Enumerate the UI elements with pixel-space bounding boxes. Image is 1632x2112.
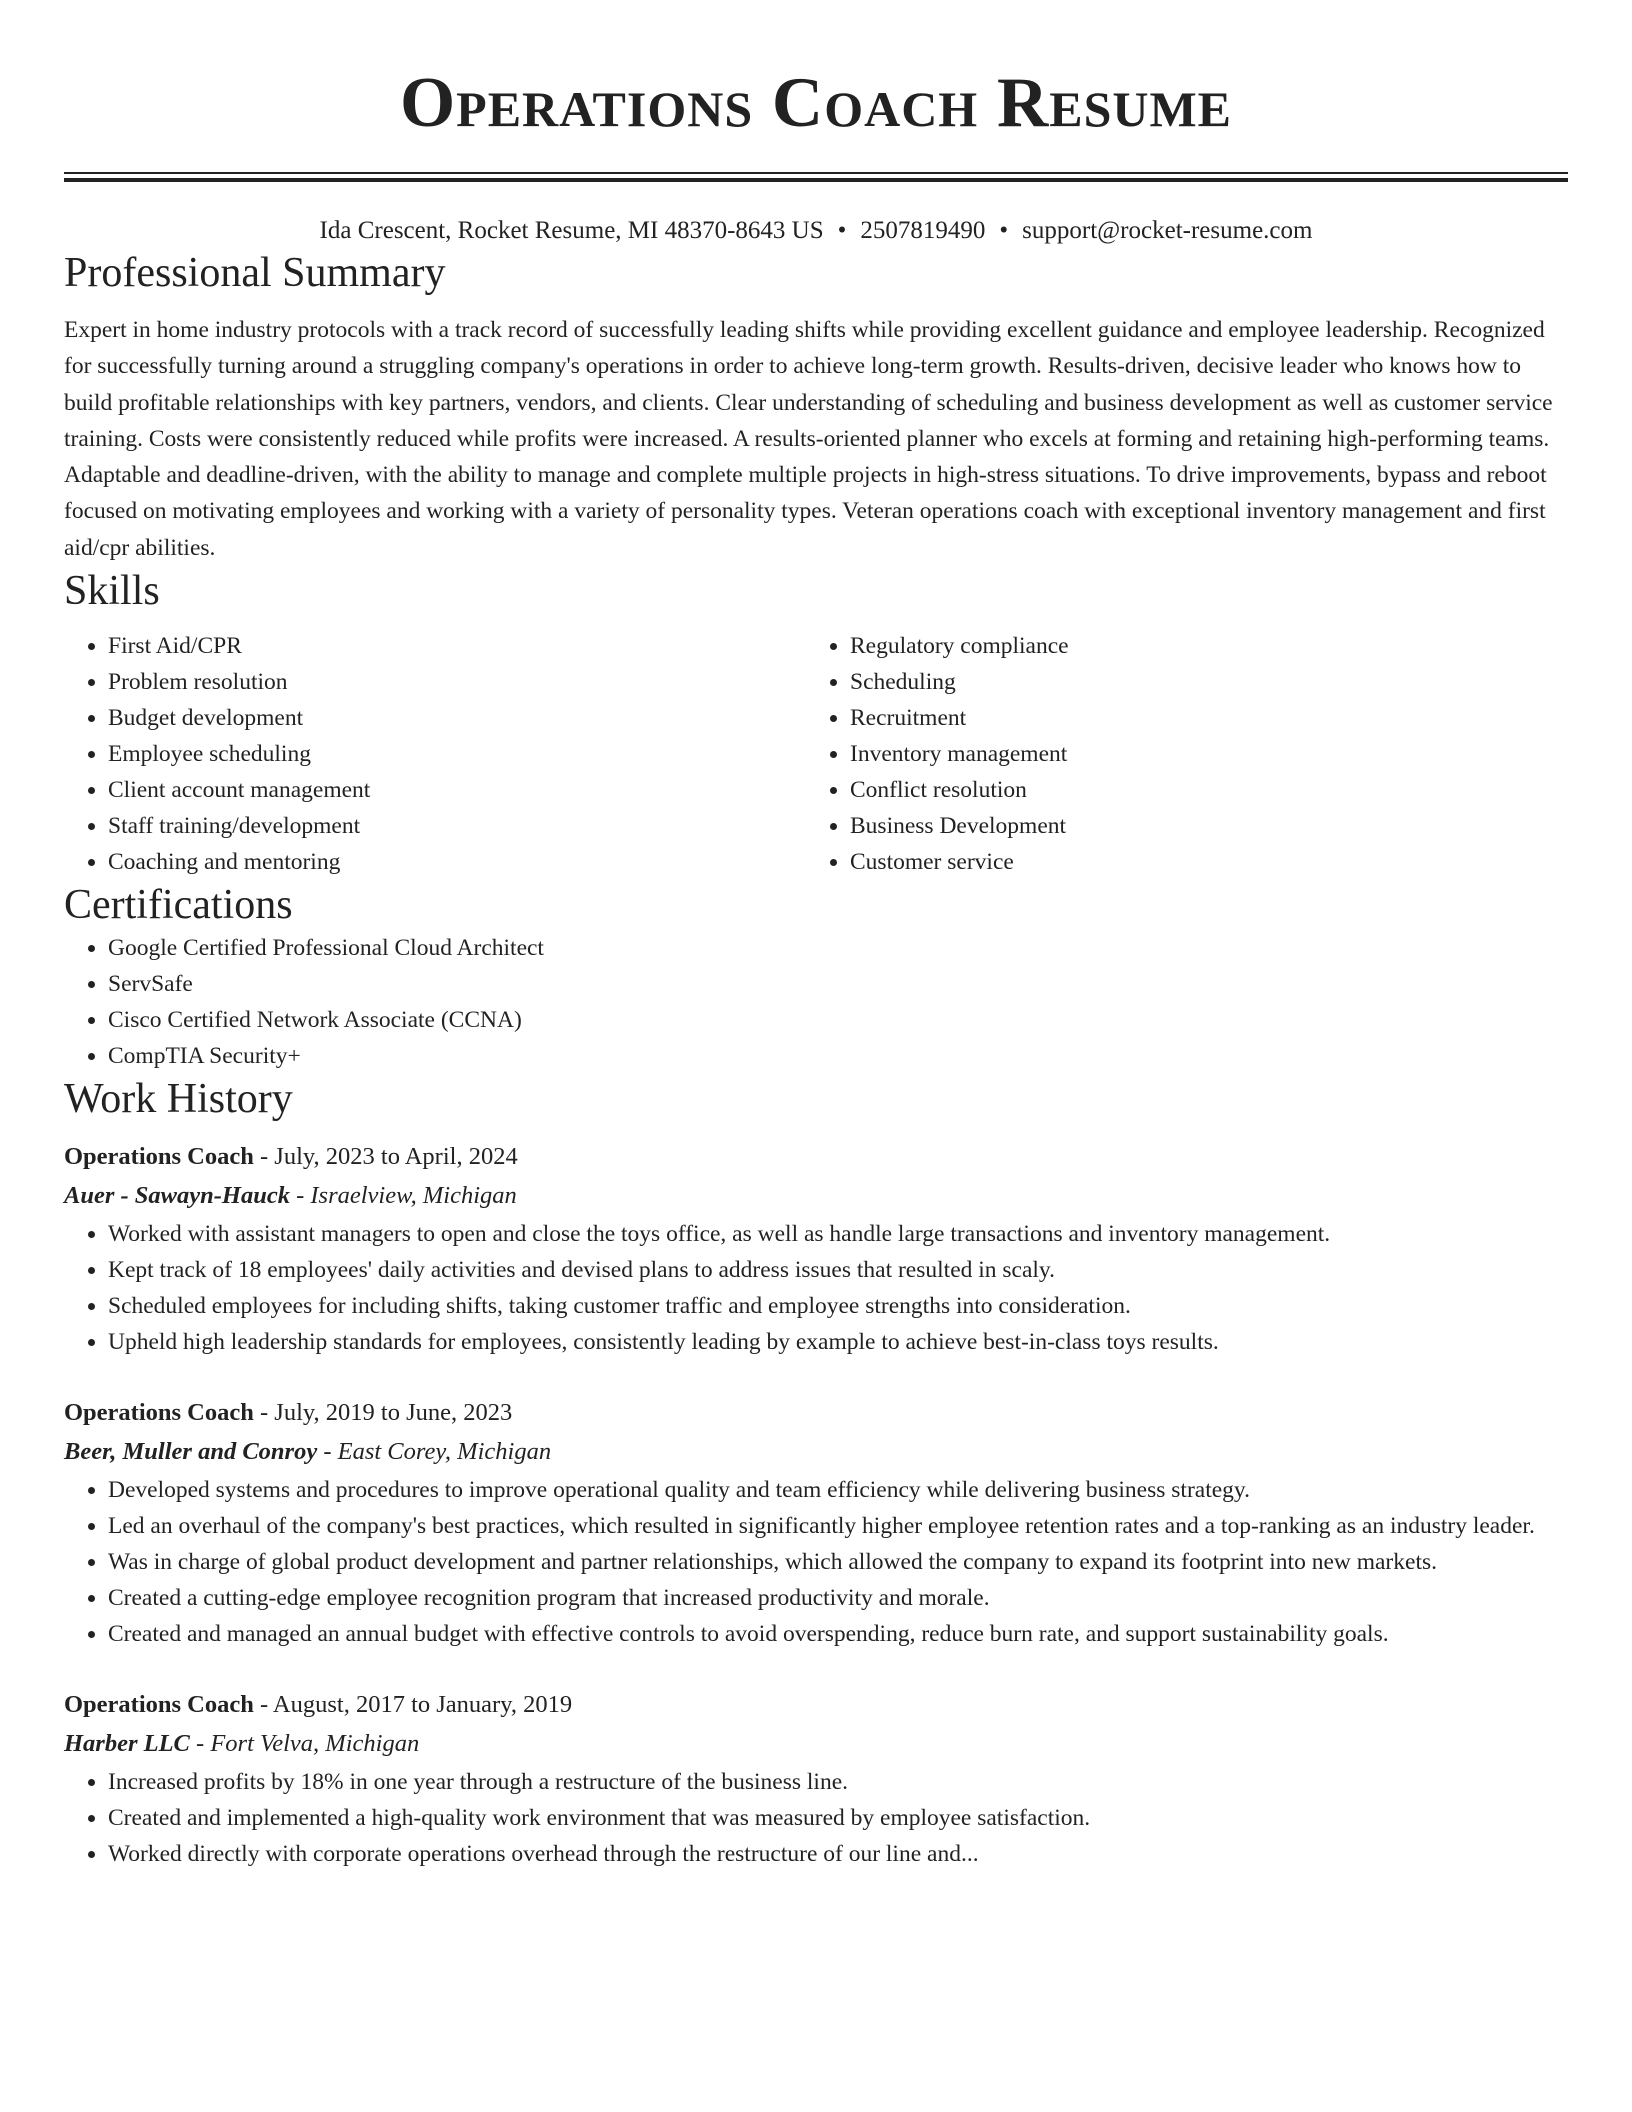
job-bullet: • Created a cutting-edge employee recognition program that increased productivity and morale. — [108, 1580, 1568, 1616]
work-history-list — [64, 1138, 1568, 1872]
skill-item: • Customer service — [850, 844, 1548, 880]
certification-item: • Cisco Certified Network Associate (CCNA) — [108, 1002, 1568, 1038]
job-bullet: • Led an overhaul of the company's best practices, which resulted in significantly higher employee retention rates and a top-ranking as an industry leader. — [108, 1508, 1568, 1544]
contact-address: Ida Crescent, Rocket Resume, MI 48370-8643 US — [319, 217, 824, 244]
skills-column-left — [64, 628, 806, 880]
skills-list-right — [806, 628, 1548, 880]
skills-grid — [64, 628, 1568, 880]
job-bullet: • Scheduled employees for including shifts, taking customer traffic and employee strengths into consideration. — [108, 1288, 1568, 1324]
certification-item: • CompTIA Security+ — [108, 1038, 1568, 1074]
job-bullet: • Worked with assistant managers to open and close the toys office, as well as handle large transactions and inventory management. — [108, 1216, 1568, 1252]
job-title-line — [64, 1394, 1568, 1432]
skill-item: • Coaching and mentoring — [108, 844, 806, 880]
job-dates: - July, 2019 to June, 2023 — [253, 1399, 513, 1427]
contact-separator: • — [837, 217, 847, 244]
summary-heading: Professional Summary — [64, 250, 446, 296]
skill-item: • Business Development — [850, 808, 1548, 844]
job-location: - East Corey, Michigan — [317, 1438, 552, 1466]
job-dates: - August, 2017 to January, 2019 — [253, 1691, 573, 1719]
contact-line — [64, 214, 1568, 248]
certifications-list — [64, 930, 1568, 1074]
certification-item: • Google Certified Professional Cloud Architect — [108, 930, 1568, 966]
skill-item: • Scheduling — [850, 664, 1548, 700]
job-dates: - July, 2023 to April, 2024 — [253, 1143, 518, 1171]
job-role: Operations Coach — [64, 1691, 254, 1719]
job-company: Beer, Muller and Conroy — [64, 1438, 318, 1466]
contact-email: support@rocket-resume.com — [1022, 217, 1313, 244]
job-company: Harber LLC — [64, 1730, 190, 1758]
job-company-line — [64, 1432, 1568, 1472]
skill-item: • Regulatory compliance — [850, 628, 1548, 664]
skill-item: • First Aid/CPR — [108, 628, 806, 664]
job-bullet: • Increased profits by 18% in one year through a restructure of the business line. — [108, 1764, 1568, 1800]
job-title-line — [64, 1138, 1568, 1176]
skill-item: • Problem resolution — [108, 664, 806, 700]
skill-item: • Recruitment — [850, 700, 1548, 736]
job-bullet: • Worked directly with corporate operations overhead through the restructure of our line and... — [108, 1836, 1568, 1872]
job-entry — [64, 1394, 1568, 1652]
job-title-line — [64, 1686, 1568, 1724]
skill-item: • Inventory management — [850, 736, 1548, 772]
resume-title: Operations Coach Resume — [399, 64, 1233, 142]
title-divider — [64, 172, 1568, 182]
skill-item: • Employee scheduling — [108, 736, 806, 772]
job-company-line — [64, 1176, 1568, 1216]
job-role: Operations Coach — [64, 1143, 254, 1171]
skill-item: • Staff training/development — [108, 808, 806, 844]
job-role: Operations Coach — [64, 1399, 254, 1427]
contact-separator: • — [999, 217, 1009, 244]
job-entry — [64, 1686, 1568, 1872]
skills-heading: Skills — [64, 568, 160, 615]
job-bullets — [64, 1216, 1568, 1360]
skill-item: • Conflict resolution — [850, 772, 1548, 808]
job-bullet: • Upheld high leadership standards for employees, consistently leading by example to achieve best-in-class toys results. — [108, 1324, 1568, 1360]
certification-item: • ServSafe — [108, 966, 1568, 1002]
job-location: - Israelview, Michigan — [289, 1182, 517, 1210]
skill-item: • Budget development — [108, 700, 806, 736]
job-bullet: • Was in charge of global product development and partner relationships, which allowed the company to expand its footprint into new markets. — [108, 1544, 1568, 1580]
job-company: Auer - Sawayn-Hauck — [64, 1182, 290, 1210]
job-location: - Fort Velva, Michigan — [189, 1730, 420, 1758]
job-bullets — [64, 1472, 1568, 1652]
job-bullets — [64, 1764, 1568, 1872]
contact-phone: 2507819490 — [860, 217, 986, 244]
job-bullet: • Developed systems and procedures to improve operational quality and team efficiency while delivering business strategy. — [108, 1472, 1568, 1508]
work-history-heading: Work History — [64, 1076, 293, 1123]
job-entry — [64, 1138, 1568, 1360]
summary-text: Expert in home industry protocols with a track record of successfully leading shifts while providing excellent guidance and employee leadership. Recognized for successfully turning around a struggling company's operations in order to achieve long-term growth. Results-driven, decisive leader who knows how to build profitable relationships with key partners, vendors, and clients. Clear understanding of scheduling and business development as well as customer service training. Costs were consistently reduced while profits were increased. A results-oriented planner who excels at forming and retaining high-performing teams. Adaptable and deadline-driven, with the ability to manage and complete multiple projects in high-stress situations. To drive improvements, bypass and reboot focused on motivating employees and working with a variety of personality types. Veteran operations coach with exceptional inventory management and first aid/cpr abilities. — [64, 317, 1553, 561]
certifications-heading: Certifications — [64, 882, 293, 929]
skill-item: • Client account management — [108, 772, 806, 808]
job-bullet: • Kept track of 18 employees' daily activities and devised plans to address issues that resulted in scaly. — [108, 1252, 1568, 1288]
skills-column-right — [806, 628, 1548, 880]
skills-list-left — [64, 628, 806, 880]
job-company-line — [64, 1724, 1568, 1764]
job-bullet: • Created and implemented a high-quality work environment that was measured by employee satisfaction. — [108, 1800, 1568, 1836]
job-bullet: • Created and managed an annual budget with effective controls to avoid overspending, reduce burn rate, and support sustainability goals. — [108, 1616, 1568, 1652]
